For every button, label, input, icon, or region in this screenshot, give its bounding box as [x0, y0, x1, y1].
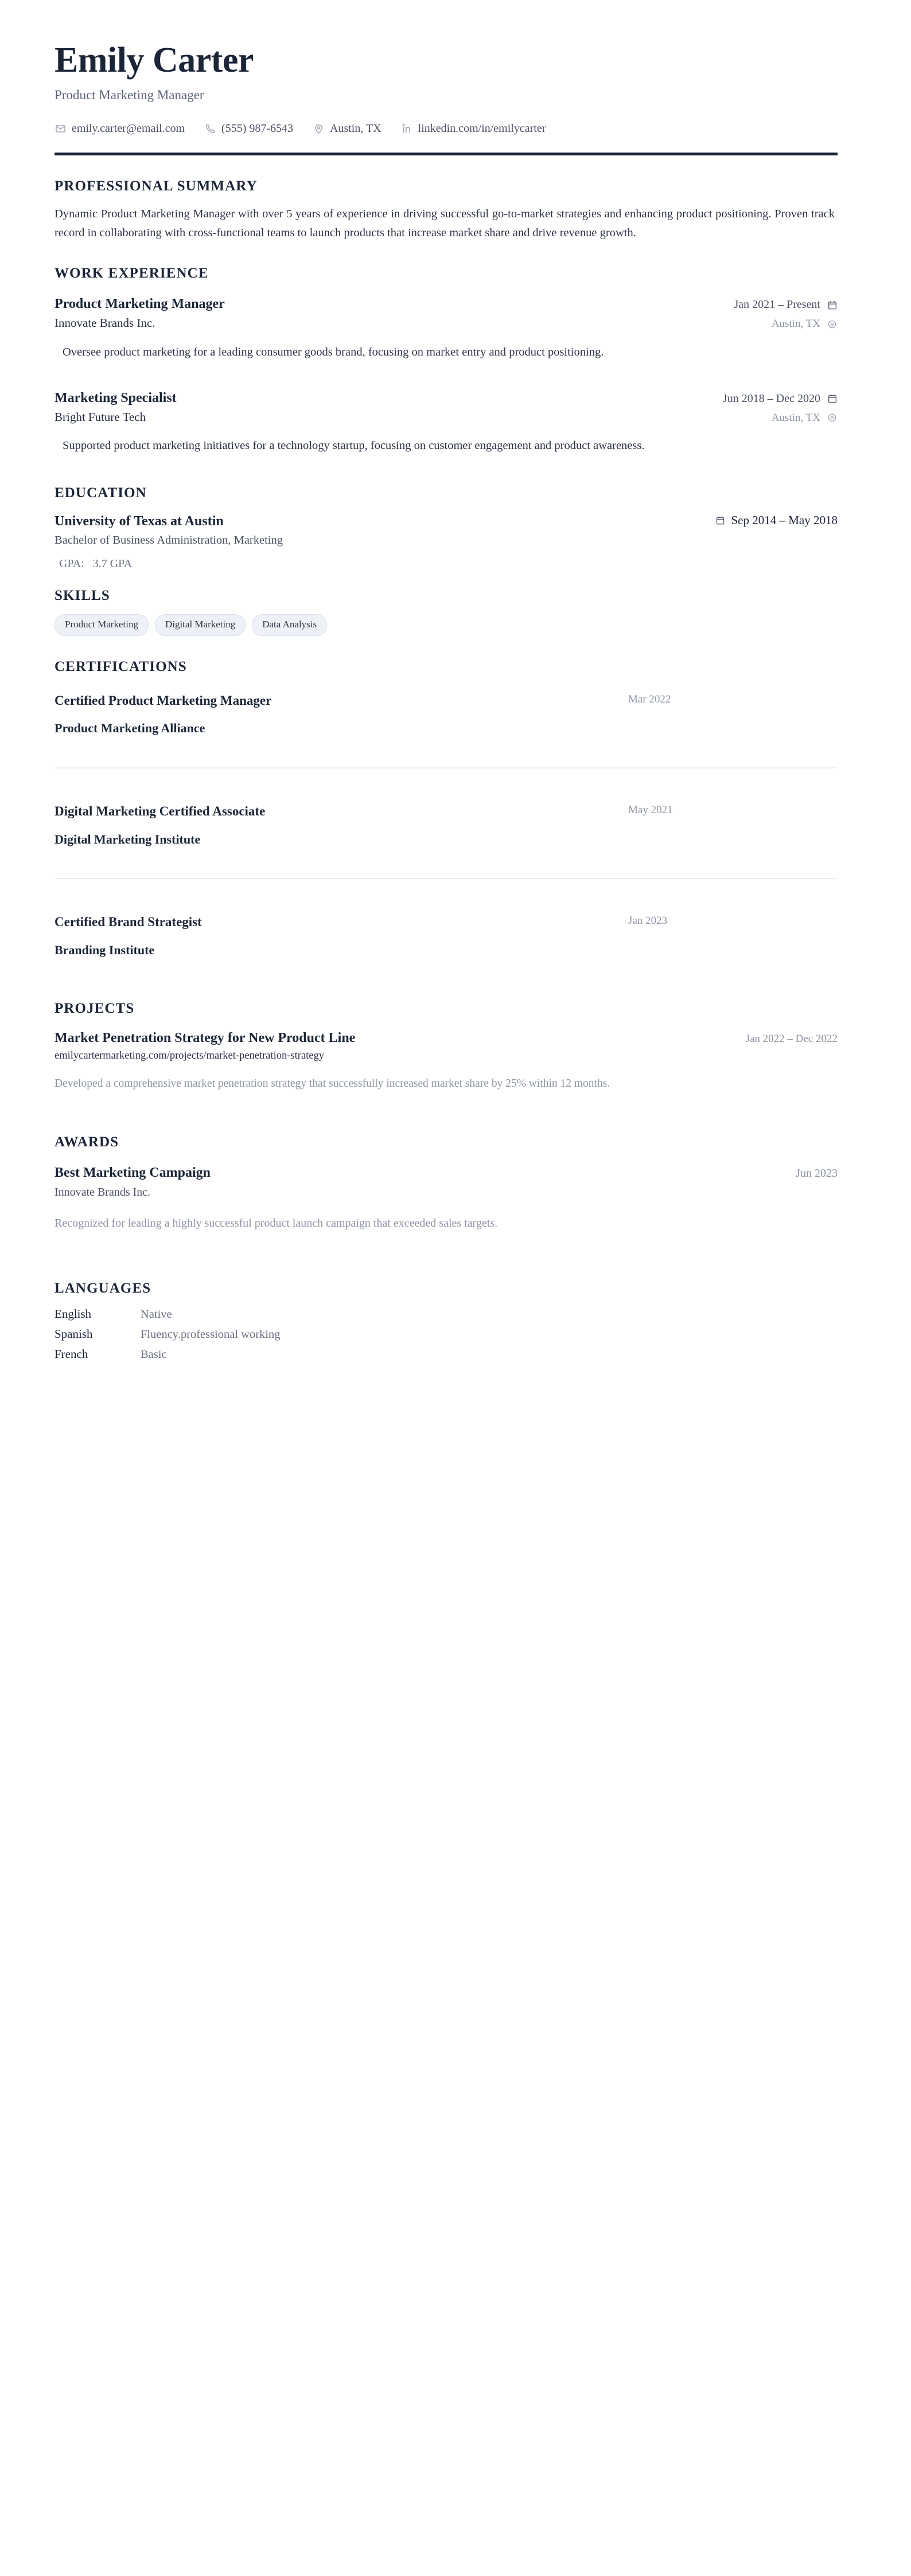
section-title-certifications: CERTIFICATIONS: [54, 658, 187, 674]
certification-separator: [54, 767, 838, 768]
candidate-name: Emily Carter: [54, 41, 254, 80]
project-dates: [746, 1033, 838, 1045]
education-dates: [715, 513, 838, 528]
work-location: [772, 318, 838, 330]
certification-name: Certified Product Marketing Manager: [54, 693, 272, 708]
skill-pill: Data Analysis: [252, 614, 327, 635]
contact-linkedin-text: linkedin.com/in/emilycarter: [418, 122, 546, 135]
contact-email-text: emily.carter@email.com: [72, 122, 185, 135]
section-title-skills: SKILLS: [54, 588, 110, 604]
contact-phone[interactable]: [204, 122, 293, 135]
award-organization: Innovate Brands Inc.: [54, 1185, 151, 1199]
language-name: Spanish: [54, 1326, 93, 1341]
education-gpa-label: GPA:: [59, 557, 84, 571]
contact-email[interactable]: [54, 122, 185, 135]
project-entry: [54, 1028, 838, 1093]
language-row: [54, 1307, 838, 1321]
phone-icon: [204, 123, 216, 135]
certification-name: Certified Brand Strategist: [54, 915, 202, 930]
project-entry-header: [54, 1028, 838, 1048]
work-company: Bright Future Tech: [54, 409, 146, 424]
linkedin-icon: [401, 123, 413, 135]
calendar-icon: [827, 393, 838, 404]
education-entry: [54, 512, 838, 571]
language-level: Basic: [141, 1348, 167, 1361]
section-awards: [54, 1134, 838, 1232]
certification-main: [54, 691, 628, 737]
work-description: Supported product marketing initiatives for a technology startup, focusing on customer engagement and product awareness.: [63, 439, 645, 452]
contact-phone-text: (555) 987-6543: [221, 122, 294, 135]
language-row: [54, 1347, 838, 1361]
section-title-awards: AWARDS: [54, 1134, 119, 1150]
project-dates-text: Jan 2022 – Dec 2022: [745, 1032, 838, 1045]
work-role: Marketing Specialist: [54, 390, 177, 405]
certification-entry: [54, 798, 838, 848]
award-entry: [54, 1163, 838, 1232]
contact-location[interactable]: [313, 122, 381, 135]
section-certifications: [54, 659, 838, 959]
language-name: English: [54, 1306, 92, 1321]
work-entry-subheader: [54, 408, 838, 427]
work-dates: [723, 392, 838, 405]
section-title-work: WORK EXPERIENCE: [54, 266, 209, 282]
certification-date: Jan 2023: [628, 915, 668, 927]
certification-issuer: Digital Marketing Institute: [54, 832, 201, 846]
education-dates-text: Sep 2014 – May 2018: [731, 513, 838, 528]
section-professional-summary: [54, 178, 838, 243]
section-title-summary: PROFESSIONAL SUMMARY: [54, 178, 258, 194]
certification-name: Digital Marketing Certified Associate: [54, 804, 266, 818]
award-entry-header: [54, 1163, 838, 1183]
education-gpa: [59, 557, 838, 571]
calendar-icon: [715, 515, 726, 526]
certification-entry: [54, 688, 838, 737]
work-entry-header: [54, 294, 838, 314]
education-school: University of Texas at Austin: [54, 514, 224, 529]
work-description: Oversee product marketing for a leading consumer goods brand, focusing on market entry and product positioning.: [63, 345, 604, 358]
award-description: Recognized for leading a highly successful product launch campaign that exceeded sales targets.: [54, 1216, 498, 1230]
education-gpa-value: 3.7 GPA: [92, 557, 132, 571]
work-entry-header: [54, 388, 838, 408]
calendar-icon: [827, 299, 838, 310]
award-name: Best Marketing Campaign: [54, 1165, 211, 1180]
location-pin-icon: [313, 123, 325, 135]
skill-pill: Digital Marketing: [155, 614, 246, 635]
header-divider: [54, 153, 838, 155]
section-title-projects: PROJECTS: [54, 1000, 135, 1016]
work-dates-text: Jan 2021 – Present: [734, 298, 820, 311]
section-work-experience: [54, 266, 838, 455]
contact-linkedin[interactable]: [401, 122, 546, 135]
email-icon: [54, 123, 67, 135]
languages-list: [54, 1307, 838, 1361]
location-pin-icon: [827, 319, 838, 330]
work-entry-subheader: [54, 314, 838, 333]
section-title-education: EDUCATION: [54, 485, 147, 501]
skills-list: [54, 614, 838, 635]
contact-row: [54, 122, 838, 135]
certification-entry: [54, 909, 838, 959]
award-date: Jun 2023: [796, 1166, 838, 1180]
section-projects: [54, 1001, 838, 1093]
language-name: French: [54, 1346, 88, 1361]
work-location: [772, 412, 838, 424]
certification-issuer: Branding Institute: [54, 942, 155, 957]
certification-date: Mar 2022: [628, 693, 671, 705]
work-dates-text: Jun 2018 – Dec 2020: [723, 392, 820, 405]
certification-issuer: Product Marketing Alliance: [54, 721, 205, 736]
work-company: Innovate Brands Inc.: [54, 316, 155, 330]
section-languages: [54, 1281, 838, 1361]
project-description: Developed a comprehensive market penetration strategy that successfully increased market share by 25% within 12 months.: [54, 1078, 610, 1090]
work-entry: [54, 294, 838, 362]
candidate-headline: Product Marketing Manager: [54, 87, 204, 102]
work-entry: [54, 388, 838, 456]
language-level: Fluency.professional working: [141, 1328, 281, 1341]
section-skills: [54, 588, 838, 635]
section-education: [54, 485, 838, 571]
certification-date: May 2021: [628, 804, 673, 816]
skill-pill: Product Marketing: [54, 614, 149, 635]
resume-header: [54, 41, 838, 155]
language-row: [54, 1327, 838, 1341]
work-dates: [734, 298, 838, 311]
work-location-text: Austin, TX: [771, 411, 820, 424]
certification-separator: [54, 878, 838, 879]
project-link[interactable]: emilycartermarketing.com/projects/market-penetration-strategy: [54, 1050, 325, 1062]
language-level: Native: [141, 1307, 172, 1321]
work-location-text: Austin, TX: [771, 318, 820, 330]
section-title-languages: LANGUAGES: [54, 1280, 151, 1296]
certification-main: [54, 912, 628, 959]
work-role: Product Marketing Manager: [54, 296, 225, 312]
education-entry-header: [54, 512, 838, 532]
education-degree: Bachelor of Business Administration, Marketing: [54, 534, 283, 547]
location-pin-icon: [827, 412, 838, 423]
summary-text: Dynamic Product Marketing Manager with over 5 years of experience in driving successful go-to-market strategies and enhancing product positioning. Proven track record in collaborating with cross-functional teams to launch products that increase market share and drive revenue growth.: [54, 207, 835, 240]
project-name: Market Penetration Strategy for New Product Line: [54, 1030, 356, 1045]
certification-main: [54, 802, 628, 848]
contact-location-text: Austin, TX: [330, 122, 381, 135]
